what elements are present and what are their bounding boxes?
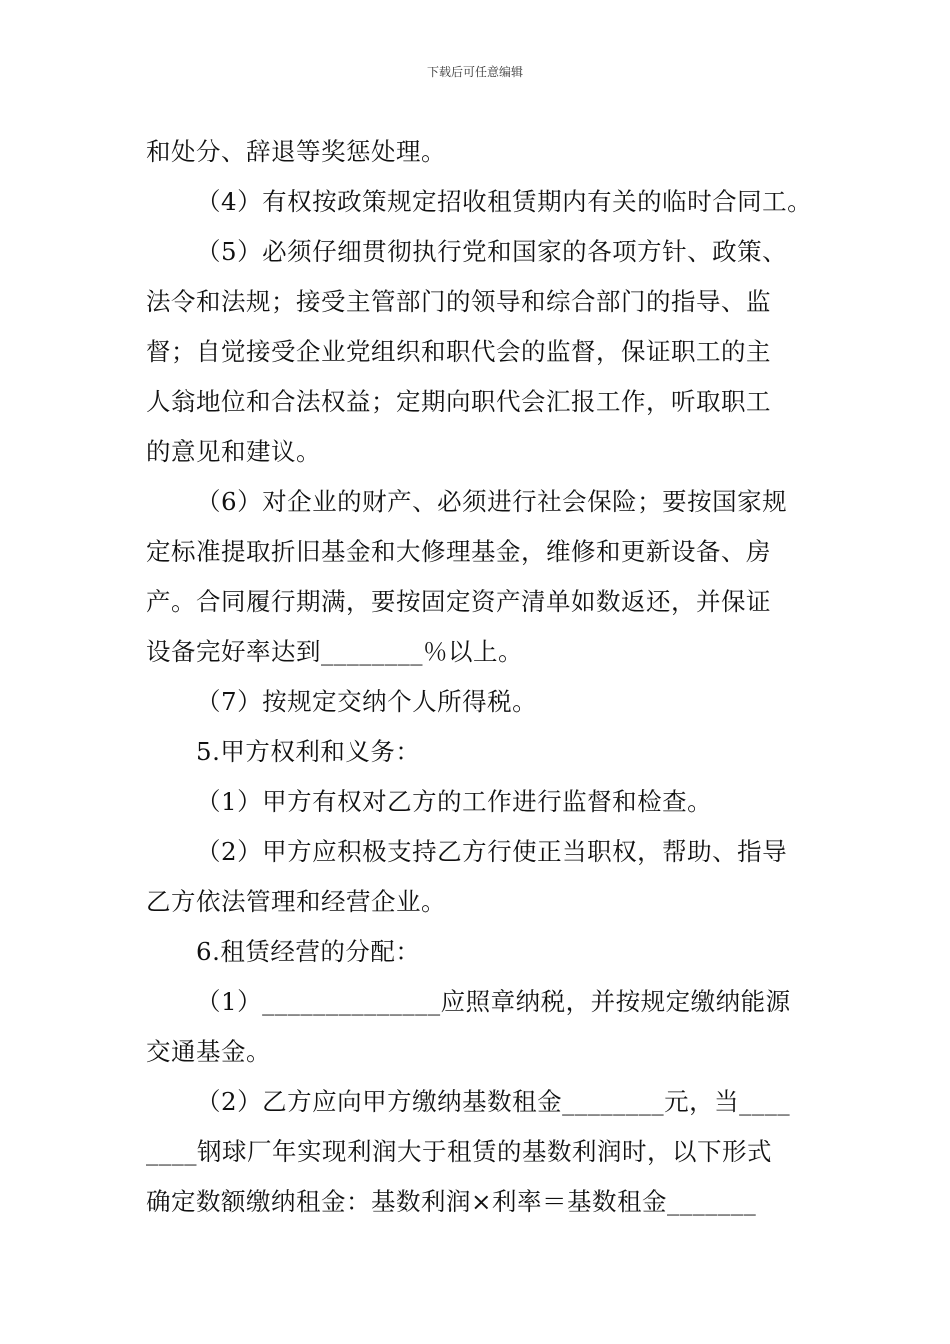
- text-line: 产。合同履行期满，要按固定资产清单如数返还，并保证: [146, 587, 771, 616]
- clause-7-line: （7）按规定交纳个人所得税。: [196, 687, 538, 716]
- text-line: 确定数额缴纳租金：基数利润×利率＝基数租金_______: [146, 1187, 757, 1216]
- distribution-clause-2: （2）乙方应向甲方缴纳基数租金________元，当____: [196, 1087, 791, 1116]
- text-line: 定标准提取折旧基金和大修理基金，维修和更新设备、房: [146, 537, 771, 566]
- text-line: ____钢球厂年实现利润大于租赁的基数利润时，以下形式: [146, 1137, 772, 1166]
- text-line: 的意见和建议。: [146, 437, 321, 466]
- party-a-clause-1: （1）甲方有权对乙方的工作进行监督和检查。: [196, 787, 713, 816]
- text-line: 法令和法规；接受主管部门的领导和综合部门的指导、监: [146, 287, 771, 316]
- text-line: 乙方依法管理和经营企业。: [146, 887, 446, 916]
- document-body: [146, 127, 813, 1227]
- clause-6-line: （6）对企业的财产、必须进行社会保险；要按国家规: [196, 487, 788, 516]
- section-5-heading: 5.甲方权利和义务：: [196, 737, 421, 766]
- section-6-heading: 6.租赁经营的分配：: [196, 937, 421, 966]
- text-line: 交通基金。: [146, 1037, 271, 1066]
- text-line: 和处分、辞退等奖惩处理。: [146, 137, 446, 166]
- clause-4-line: （4）有权按政策规定招收租赁期内有关的临时合同工。: [196, 187, 813, 216]
- party-a-clause-2: （2）甲方应积极支持乙方行使正当职权，帮助、指导: [196, 837, 788, 866]
- page-header-watermark: 下载后可任意编辑: [426, 65, 523, 79]
- clause-5-line: （5）必须仔细贯彻执行党和国家的各项方针、政策、: [196, 237, 788, 266]
- text-line: 设备完好率达到________％以上。: [146, 637, 523, 666]
- text-line: 人翁地位和合法权益；定期向职代会汇报工作，听取职工: [146, 387, 771, 416]
- text-line: 督；自觉接受企业党组织和职代会的监督，保证职工的主: [146, 337, 771, 366]
- distribution-clause-1: （1）______________应照章纳税，并按规定缴纳能源: [196, 987, 791, 1016]
